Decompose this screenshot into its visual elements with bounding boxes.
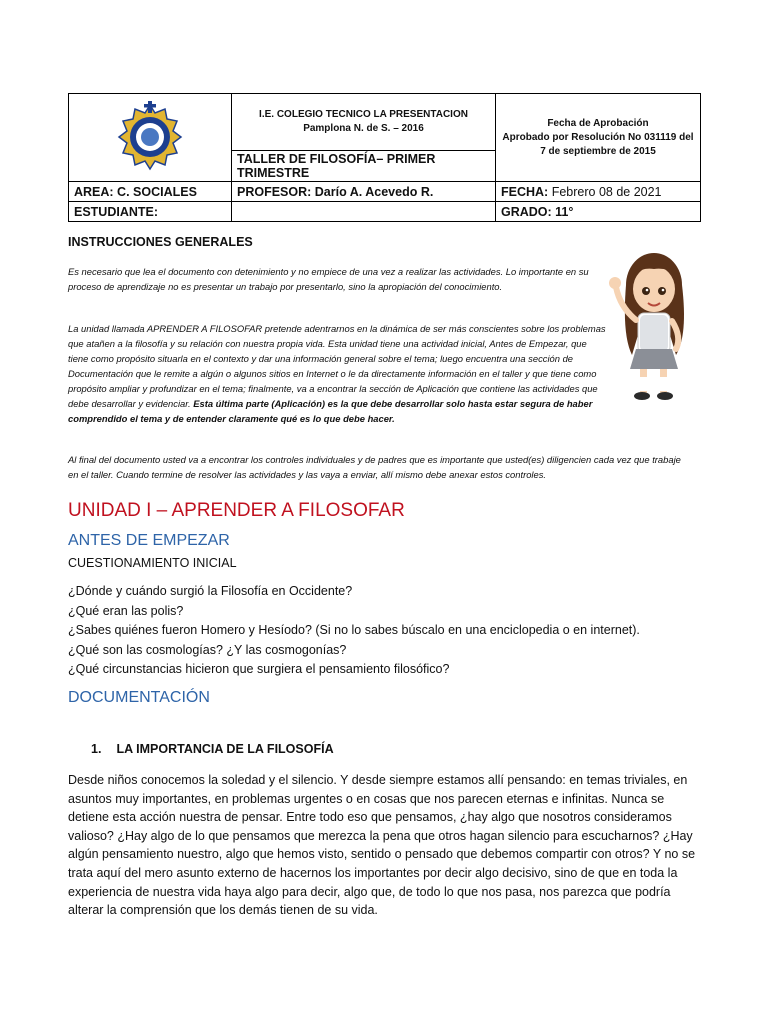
fecha-value: Febrero 08 de 2021 [551, 184, 662, 199]
area-cell: AREA: C. SOCIALES [69, 182, 232, 202]
grado-cell: GRADO: 11° [496, 202, 701, 222]
approval-cell [496, 94, 701, 182]
question-item: ¿Qué circunstancias hicieron que surgiera el pensamiento filosófico? [68, 662, 450, 676]
section-heading [91, 742, 334, 756]
antes-heading: ANTES DE EMPEZAR [68, 532, 230, 549]
approval-line2: 7 de septiembre de 2015 [540, 145, 656, 157]
estudiante-field[interactable] [232, 202, 496, 222]
header-table [68, 93, 701, 222]
school-location: Pamplona N. de S. – 2016 [303, 123, 424, 134]
instructions-paragraph-1: Es necesario que lea el documento con detenimiento y no empiece de una vez a realizar las actividades. Lo importante en su proceso de aprendizaje no es presentar un trabajo por presentarlo, sino la apropiación del conocimiento. [68, 266, 589, 292]
instructions-paragraph-2 [68, 321, 608, 426]
school-name: I.E. COLEGIO TECNICO LA PRESENTACION [259, 109, 468, 120]
fecha-cell [496, 182, 701, 202]
instructions-title: INSTRUCCIONES GENERALES [68, 235, 253, 249]
taller-title: TALLER DE FILOSOFÍA– PRIMER TRIMESTRE [232, 151, 496, 182]
estudiante-label: ESTUDIANTE: [69, 202, 232, 222]
school-cell [232, 94, 496, 151]
unit-title: UNIDAD I – APRENDER A FILOSOFAR [68, 500, 405, 521]
section-number: 1. [91, 742, 102, 756]
profesor-cell: PROFESOR: Darío A. Acevedo R. [232, 182, 496, 202]
cartoon-student-girl-icon [596, 245, 706, 405]
fecha-label: FECHA: [501, 184, 549, 199]
approval-line1: Aprobado por Resolución No 031119 del [502, 131, 694, 143]
instructions-paragraph-2-bold: Esta última parte (Aplicación) es la que debe desarrollar solo hasta estar segura de haber comprendido el tema y de entender claramente qué es lo que debe hacer. [68, 398, 593, 424]
logo-cell [69, 94, 232, 182]
question-item: ¿Qué eran las polis? [68, 603, 184, 618]
question-item: ¿Sabes quiénes fueron Homero y Hesíodo? (Si no lo sabes búscalo en una enciclopedia o en internet). [68, 623, 640, 637]
approval-title: Fecha de Aprobación [547, 117, 649, 129]
instructions-paragraph-3: Al final del documento usted va a encontrar los controles individuales y de padres que es importante que usted(es) diligencien cada vez que trabaje en el taller. Cuando termine de resolver las actividades y las vaya a enviar, allí mismo debe anexar estos controles. [68, 454, 681, 480]
question-item: ¿Dónde y cuándo surgió la Filosofía en Occidente? [68, 584, 353, 598]
instructions-paragraph-2-text: La unidad llamada APRENDER A FILOSOFAR pretende adentrarnos en la dinámica de ser más conscientes sobre los problemas que atañen a la filosofía y su relación con nuestra propia vida. Esta unidad tiene una actividad inicial, Antes de Empezar, que tiene como propósito situarla en el contexto y dar una información general sobre el tema; luego encuentra una sección de Documentación que le remite a algún o algunos sitios en Internet o le da directamente información en el taller y que tiene como propósito ampliar y profundizar en el tema; finalmente, va a encontrar la sección de Aplicación que contiene las actividades que debe desarrollar y evidenciar. [68, 323, 606, 409]
documentacion-heading: DOCUMENTACIÓN [68, 689, 210, 706]
cuestionamiento-heading: CUESTIONAMIENTO INICIAL [68, 556, 237, 570]
section-title: LA IMPORTANCIA DE LA FILOSOFÍA [116, 742, 334, 756]
questions-list [68, 582, 640, 680]
question-item: ¿Qué son las cosmologías? ¿Y las cosmogonías? [68, 642, 347, 657]
school-crest-icon [115, 101, 185, 171]
body-paragraph: Desde niños conocemos la soledad y el silencio. Y desde siempre estamos allí pensando: en temas triviales, en asuntos muy importantes, en problemas urgentes o en cosas que nos parecen eternas e infinitas. Nunca se detiene esta acción nuestra de pensar. Entre todo eso que pensamos, ¿hay algo que nosotros consideramos valioso? ¿Hay algo de lo que pensamos que merezca la pena que otros hagan silencio para escucharnos? ¿Hay algún pensamiento nuestro, algo que hemos visto, sentido o pensado que debemos compartir con otros? Y no se trata aquí del mero asunto externo de hacernos los importantes por decir algo decisivo, sino de que en toda la experiencia de nuestra vida haya algo para decir, algo que, de todo lo que nos pasa, nos parezca que podría alterar la comprensión que los demás tienen de su vida. [68, 773, 696, 918]
